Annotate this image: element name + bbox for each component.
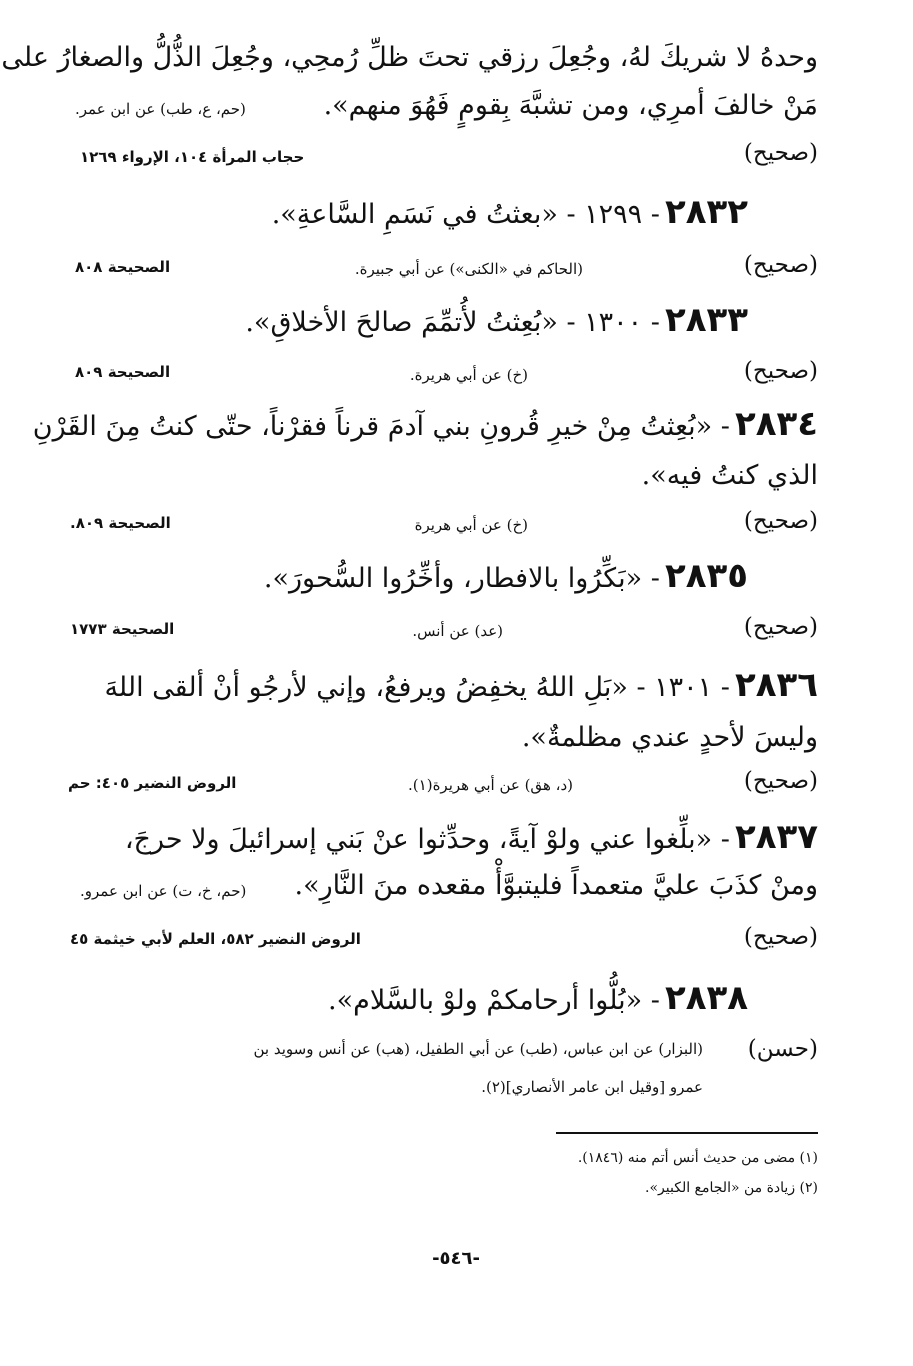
hadith-reference: الصحيحة ٨٠٩ xyxy=(75,363,171,381)
hadith-text: - ١٣٠١ - «بَلِ اللهُ يخفِضُ ويرفعُ، وإني لأرجُو أنْ ألقى اللهَ xyxy=(104,672,730,703)
hadith-grade: (صحيح) xyxy=(743,140,818,166)
hadith-number: ٢٨٣٤ xyxy=(734,404,818,444)
hadith-grade: (صحيح) xyxy=(743,508,818,534)
hadith-reference: الصحيحة ٨٠٩. xyxy=(70,514,171,532)
hadith-text: - «بلِّغوا عني ولوْ آيةً، وحدِّثوا عنْ بَني إسرائيلَ ولا حرجَ، xyxy=(124,824,730,855)
hadith-source: (حم، خ، ت) عن ابن عمرو. xyxy=(80,882,247,900)
hadith-grade: (صحيح) xyxy=(743,768,818,794)
hadith-entry xyxy=(264,556,748,596)
hadith-number: ٢٨٣٣ xyxy=(664,300,748,340)
footnote: (٢) زيادة من «الجامع الكبير». xyxy=(645,1180,818,1196)
hadith-reference: الصحيحة ١٧٧٣ xyxy=(70,620,175,638)
page-number: -٥٤٦- xyxy=(432,1248,480,1269)
hadith-text: - ١٢٩٩ - «بعثتُ في نَسَمِ السَّاعةِ». xyxy=(271,199,660,230)
hadith-source-continued: عمرو [وقيل ابن عامر الأنصاري](٢). xyxy=(481,1078,703,1096)
hadith-reference: الروض النضير ٥٨٢، العلم لأبي خيثمة ٤٥ xyxy=(70,930,361,948)
hadith-entry xyxy=(33,404,818,444)
hadith-grade: (صحيح) xyxy=(743,358,818,384)
hadith-text-continued: ومنْ كذَبَ عليَّ متعمداً فليتبوَّأْ مقعده منَ النَّارِ». xyxy=(294,870,818,901)
hadith-number: ٢٨٣٦ xyxy=(734,665,818,705)
text-line: وحدهُ لا شريكَ لهُ، وجُعِلَ رزقي تحتَ ظلِّ رُمحِي، وجُعِلَ الذُّلُّ والصغارُ على xyxy=(1,42,818,73)
hadith-entry xyxy=(125,817,818,857)
footnote-separator xyxy=(556,1132,818,1134)
hadith-grade: (صحيح) xyxy=(743,252,818,278)
hadith-source: (عد) عن أنس. xyxy=(412,622,503,640)
hadith-number: ٢٨٣٧ xyxy=(734,817,818,857)
hadith-number: ٢٨٣٥ xyxy=(664,556,748,596)
footnote: (١) مضى من حديث أنس أتم منه (١٨٤٦). xyxy=(577,1150,818,1166)
hadith-reference: حجاب المرأة ١٠٤، الإرواء ١٢٦٩ xyxy=(80,148,305,166)
hadith-text: - ١٣٠٠ - «بُعِثتُ لأُتمِّمَ صالحَ الأخلاقِ». xyxy=(245,307,660,338)
hadith-entry xyxy=(272,192,748,232)
hadith-source: (حم، ع، طب) عن ابن عمر. xyxy=(75,100,246,118)
hadith-source: (خ) عن أبي هريرة. xyxy=(409,366,528,384)
hadith-grade: (صحيح) xyxy=(743,924,818,950)
hadith-text-continued: وليسَ لأحدٍ عندي مظلمةٌ». xyxy=(521,722,818,753)
hadith-grade: (حسن) xyxy=(747,1036,818,1062)
hadith-source: (د، هق) عن أبي هريرة(١). xyxy=(408,776,573,794)
hadith-source: (خ) عن أبي هريرة xyxy=(414,516,528,534)
hadith-number: ٢٨٣٢ xyxy=(664,192,748,232)
hadith-grade: (صحيح) xyxy=(743,614,818,640)
hadith-text: - «بَكِّرُوا بالافطار، وأخِّرُوا السُّحورَ». xyxy=(263,563,660,594)
hadith-reference: الروض النضير ٤٠٥: حم xyxy=(68,774,237,792)
hadith-source: (الحاكم في «الكنى») عن أبي جبيرة. xyxy=(354,260,583,278)
hadith-entry xyxy=(328,978,748,1018)
hadith-source: (البزار) عن ابن عباس، (طب) عن أبي الطفيل، (هب) عن أنس وسويد بن xyxy=(253,1040,703,1058)
hadith-text-continued: الذي كنتُ فيه». xyxy=(641,460,818,491)
hadith-reference: الصحيحة ٨٠٨ xyxy=(75,258,171,276)
hadith-text: - «بُعِثتُ مِنْ خيرِ قُرونِ بني آدمَ قرناً فقرْناً، حتّى كنتُ مِنَ القَرْنِ xyxy=(32,411,730,442)
hadith-entry xyxy=(104,665,818,705)
hadith-text: - «بُلُّوا أرحامكمْ ولوْ بالسَّلام». xyxy=(328,985,660,1016)
text-line: مَنْ خالفَ أمرِي، ومن تشبَّهَ بِقومٍ فَهُوَ منهم». xyxy=(323,90,818,121)
hadith-number: ٢٨٣٨ xyxy=(664,978,748,1018)
hadith-entry xyxy=(245,300,748,340)
